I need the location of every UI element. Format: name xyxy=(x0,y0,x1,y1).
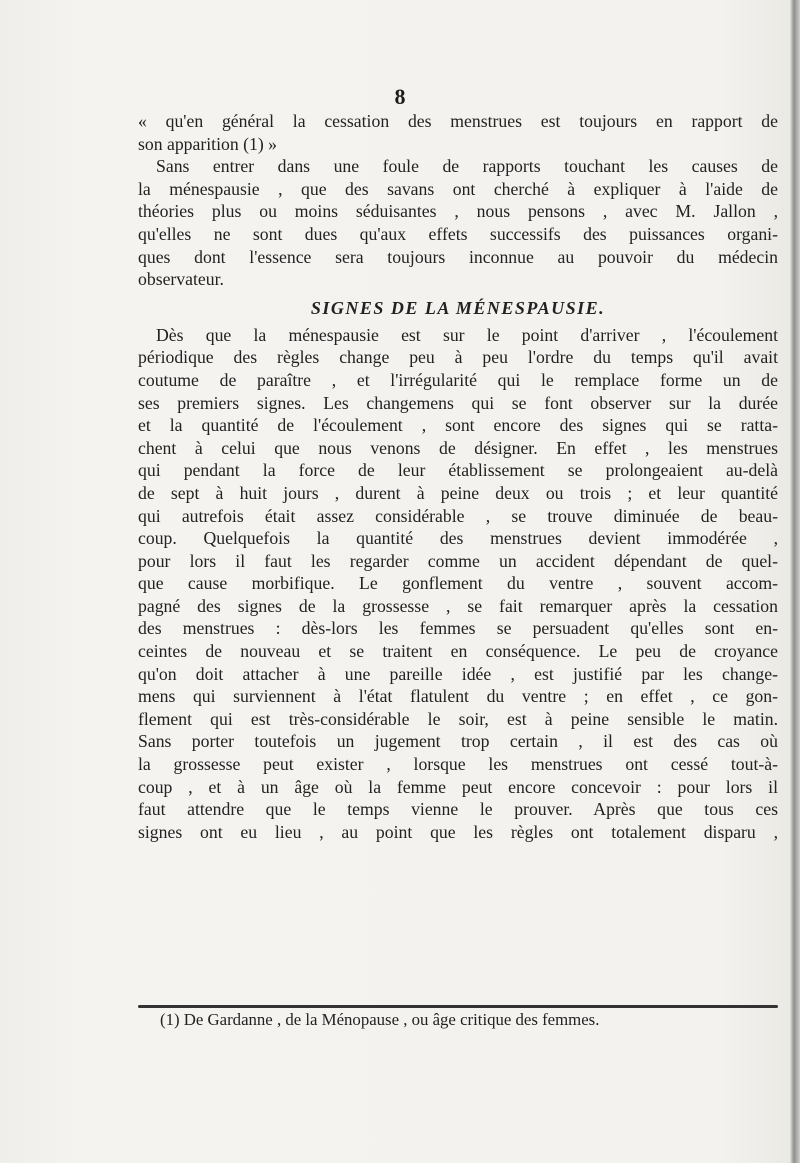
paragraph-line: de sept à huit jours , durent à peine deux ou trois ; et leur quantité xyxy=(138,482,778,503)
page-edge-shadow xyxy=(790,0,800,1163)
paragraph-line: la ménespausie , que des savans ont cherché à expliquer à l'aide de xyxy=(138,178,778,199)
page-number: 8 xyxy=(394,84,406,109)
paragraph-line: qu'on doit attacher à une pareille idée , est justifié par les change- xyxy=(138,663,778,684)
paragraph-line: qui pendant la force de leur établissement se prolongeaient au-delà xyxy=(138,460,778,481)
paragraph-line: pour lors il faut les regarder comme un accident dépendant de quel- xyxy=(138,550,778,571)
footnote-divider xyxy=(138,1005,778,1008)
paragraph-line: pagné des signes de la grossesse , se fait remarquer après la cessation xyxy=(138,595,778,616)
paragraph-line: flement qui est très-considérable le soir, est à peine sensible le matin. xyxy=(138,708,778,729)
paragraph-line: ques dont l'essence sera toujours inconnue au pouvoir du médecin xyxy=(138,246,778,267)
paragraph-line: Sans porter toutefois un jugement trop certain , il est des cas où xyxy=(138,731,778,752)
paragraph-line: Dès que la ménespausie est sur le point d'arriver , l'écoulement xyxy=(156,324,778,345)
footnote: (1) De Gardanne , de la Ménopause , ou âge critique des femmes. xyxy=(160,1010,600,1029)
paragraph-line: faut attendre que le temps vienne le prouver. Après que tous ces xyxy=(138,799,778,820)
paragraph-line: Sans entrer dans une foule de rapports touchant les causes de xyxy=(156,156,778,177)
paragraph-line: théories plus ou moins séduisantes , nous pensons , avec M. Jallon , xyxy=(138,201,778,222)
section-heading: SIGNES DE LA MÉNESPAUSIE. xyxy=(310,297,606,318)
paragraph-line: périodique des règles change peu à peu l'ordre du temps qu'il avait xyxy=(138,347,778,368)
paragraph-line: coup. Quelquefois la quantité des menstrues devient immodérée , xyxy=(138,528,778,549)
paragraph-line: signes ont eu lieu , au point que les règles ont totalement disparu , xyxy=(138,821,778,842)
paragraph-line: coup , et à un âge où la femme peut encore concevoir : pour lors il xyxy=(138,776,778,797)
paragraph-line: chent à celui que nous venons de désigner. En effet , les menstrues xyxy=(138,437,778,458)
paragraph-line: coutume de paraître , et l'irrégularité qui le remplace forme un de xyxy=(138,369,778,390)
paragraph-line: qu'elles ne sont dues qu'aux effets successifs des puissances organi- xyxy=(138,223,778,244)
body-text xyxy=(138,110,778,843)
quote-line: « qu'en général la cessation des menstrues est toujours en rapport de xyxy=(138,111,778,131)
paragraph-line: mens qui surviennent à l'état flatulent du ventre ; en effet , ce gon- xyxy=(138,686,778,707)
paragraph-line: des menstrues : dès-lors les femmes se persuadent qu'elles sont en- xyxy=(138,618,778,639)
paragraph-line: observateur. xyxy=(138,269,224,290)
paragraph-line: que cause morbifique. Le gonflement du ventre , souvent accom- xyxy=(138,573,778,594)
paragraph-line: ses premiers signes. Les changemens qui se font observer sur la durée xyxy=(138,392,778,413)
paragraph-line: ceintes de nouveau et se traitent en conséquence. Le peu de croyance xyxy=(138,641,778,662)
paragraph-line: et la quantité de l'écoulement , sont encore des signes qui se ratta- xyxy=(138,415,778,436)
paragraph-line: qui autrefois était assez considérable , se trouve diminuée de beau- xyxy=(138,505,778,526)
paragraph-line: la grossesse peut exister , lorsque les menstrues ont cessé tout-à- xyxy=(138,754,778,775)
quote-line: son apparition (1) » xyxy=(138,133,278,154)
